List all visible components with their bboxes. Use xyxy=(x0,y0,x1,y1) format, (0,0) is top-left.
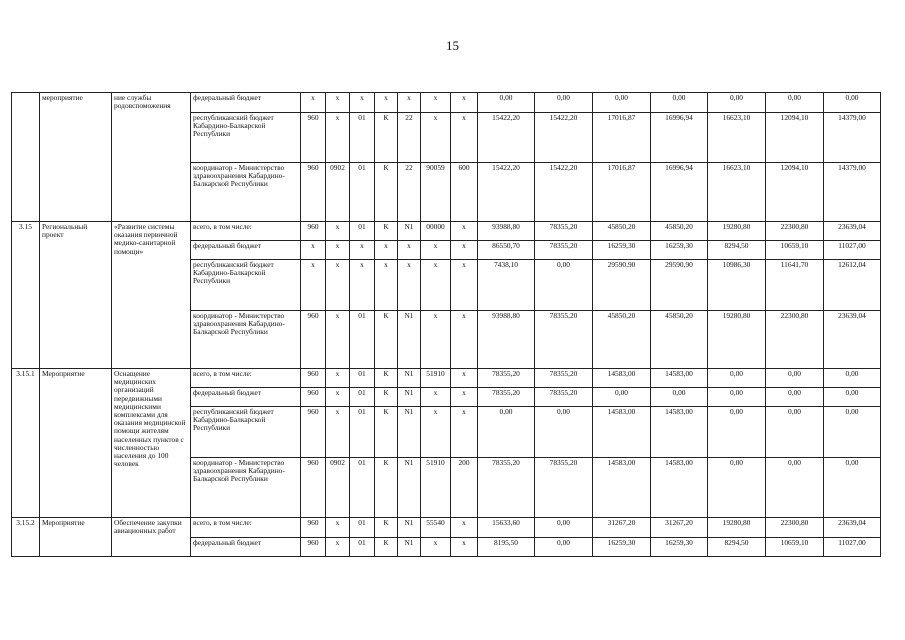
cell-value: 16259,30 xyxy=(593,241,651,260)
cell-code: x xyxy=(421,113,451,163)
cell-value: 16623,10 xyxy=(708,163,766,222)
cell-value: 0,00 xyxy=(478,93,535,113)
cell-code: x xyxy=(421,241,451,260)
cell-value: 15422,20 xyxy=(535,113,593,163)
cell-value: 78355,20 xyxy=(478,388,535,407)
cell-code: x xyxy=(326,369,350,388)
cell-value: 17016,87 xyxy=(593,163,651,222)
cell-code: К xyxy=(375,518,398,538)
cell-num: 3.15.2 xyxy=(12,518,40,557)
cell-value: 10659,10 xyxy=(766,538,824,557)
cell-value: 0,00 xyxy=(651,388,708,407)
cell-value: 16996,94 xyxy=(651,113,708,163)
cell-value: 78355,20 xyxy=(478,369,535,388)
cell-code: 960 xyxy=(301,458,326,518)
cell-code: x xyxy=(451,93,478,113)
cell-code: x xyxy=(326,241,350,260)
cell-code: x xyxy=(451,369,478,388)
cell-code: 01 xyxy=(350,518,375,538)
cell-source: всего, в том числе: xyxy=(191,222,301,241)
table-row xyxy=(12,93,881,113)
cell-value: 45850,20 xyxy=(593,311,651,369)
cell-code: 01 xyxy=(350,311,375,369)
cell-value: 15422,20 xyxy=(478,113,535,163)
cell-value: 10659,10 xyxy=(766,241,824,260)
cell-name: «Развитие системы оказания первичной медико-санитарной помощи» xyxy=(112,222,191,369)
cell-value: 78355,20 xyxy=(535,458,593,518)
cell-value: 16623,10 xyxy=(708,113,766,163)
cell-code: 960 xyxy=(301,518,326,538)
cell-value: 8294,50 xyxy=(708,538,766,557)
cell-value: 0,00 xyxy=(708,407,766,458)
cell-value: 31267,20 xyxy=(651,518,708,538)
cell-source: координатор - Министерство здравоохранения Кабардино-Балкарской Республики xyxy=(191,311,301,369)
cell-code: N1 xyxy=(398,518,421,538)
cell-code: 51910 xyxy=(421,369,451,388)
cell-code: x xyxy=(375,93,398,113)
cell-code: N1 xyxy=(398,369,421,388)
cell-code: 01 xyxy=(350,113,375,163)
cell-code: N1 xyxy=(398,407,421,458)
cell-value: 0,00 xyxy=(824,369,881,388)
cell-code: x xyxy=(451,311,478,369)
cell-code: x xyxy=(451,407,478,458)
cell-code: x xyxy=(326,407,350,458)
cell-value: 16259,30 xyxy=(593,538,651,557)
cell-code: x xyxy=(421,388,451,407)
cell-source: всего, в том числе: xyxy=(191,369,301,388)
cell-value: 22300,80 xyxy=(766,518,824,538)
cell-code: x xyxy=(375,260,398,311)
cell-value: 45850,20 xyxy=(593,222,651,241)
cell-value: 15633,60 xyxy=(478,518,535,538)
cell-value: 78355,20 xyxy=(478,458,535,518)
cell-value: 78355,20 xyxy=(535,388,593,407)
table-row xyxy=(12,222,881,241)
cell-code: x xyxy=(421,311,451,369)
cell-code: x xyxy=(451,113,478,163)
cell-num: 3.15.1 xyxy=(12,369,40,518)
cell-num xyxy=(12,93,40,222)
cell-source: федеральный бюджет xyxy=(191,388,301,407)
cell-code: x xyxy=(421,538,451,557)
cell-code: 960 xyxy=(301,163,326,222)
cell-code: 960 xyxy=(301,113,326,163)
cell-code: 00000 xyxy=(421,222,451,241)
cell-code: 01 xyxy=(350,163,375,222)
cell-value: 29590,90 xyxy=(651,260,708,311)
cell-code: x xyxy=(326,311,350,369)
cell-value: 19280,80 xyxy=(708,518,766,538)
cell-code: 960 xyxy=(301,369,326,388)
cell-num: 3.15 xyxy=(12,222,40,369)
cell-value: 0,00 xyxy=(766,369,824,388)
cell-code: К xyxy=(375,458,398,518)
page-number: 15 xyxy=(446,38,459,53)
cell-type: Мероприятие xyxy=(40,369,112,518)
cell-code: x xyxy=(398,241,421,260)
cell-code: x xyxy=(451,241,478,260)
cell-code: x xyxy=(350,93,375,113)
cell-code: К xyxy=(375,538,398,557)
cell-value: 0,00 xyxy=(535,260,593,311)
cell-code: x xyxy=(375,241,398,260)
cell-code: N1 xyxy=(398,458,421,518)
cell-code: x xyxy=(350,260,375,311)
cell-code: x xyxy=(451,538,478,557)
cell-value: 10986,30 xyxy=(708,260,766,311)
cell-code: x xyxy=(301,241,326,260)
cell-value: 0,00 xyxy=(766,388,824,407)
cell-code: 01 xyxy=(350,388,375,407)
cell-value: 14583,00 xyxy=(651,458,708,518)
cell-code: 90059 xyxy=(421,163,451,222)
cell-source: координатор - Министерство здравоохранения Кабардино-Балкарской Республики xyxy=(191,458,301,518)
cell-value: 0,00 xyxy=(824,388,881,407)
cell-value: 0,00 xyxy=(593,93,651,113)
cell-code: x xyxy=(301,93,326,113)
cell-value: 16996,94 xyxy=(651,163,708,222)
cell-value: 78355,20 xyxy=(535,369,593,388)
cell-value: 0,00 xyxy=(478,407,535,458)
cell-value: 0,00 xyxy=(824,458,881,518)
cell-value: 23639,04 xyxy=(824,222,881,241)
cell-code: x xyxy=(350,241,375,260)
cell-value: 22300,80 xyxy=(766,222,824,241)
cell-value: 15422,20 xyxy=(478,163,535,222)
cell-value: 45850,20 xyxy=(651,222,708,241)
cell-code: x xyxy=(398,93,421,113)
cell-value: 19280,80 xyxy=(708,311,766,369)
cell-value: 8294,50 xyxy=(708,241,766,260)
cell-code: x xyxy=(421,260,451,311)
cell-value: 0,00 xyxy=(708,93,766,113)
cell-value: 8195,50 xyxy=(478,538,535,557)
cell-value: 78355,20 xyxy=(535,311,593,369)
cell-code: 0902 xyxy=(326,163,350,222)
cell-source: республиканский бюджет Кабардино-Балкарской Республики xyxy=(191,407,301,458)
cell-code: 01 xyxy=(350,369,375,388)
cell-source: федеральный бюджет xyxy=(191,241,301,260)
cell-code: 22 xyxy=(398,113,421,163)
cell-code: N1 xyxy=(398,388,421,407)
cell-code: К xyxy=(375,407,398,458)
budget-table xyxy=(11,92,881,557)
cell-source: федеральный бюджет xyxy=(191,93,301,113)
cell-value: 0,00 xyxy=(708,458,766,518)
cell-code: x xyxy=(326,388,350,407)
cell-source: всего, в том числе: xyxy=(191,518,301,538)
cell-value: 0,00 xyxy=(708,369,766,388)
cell-value: 17016,87 xyxy=(593,113,651,163)
cell-value: 14583,00 xyxy=(593,458,651,518)
cell-value: 11027,00 xyxy=(824,538,881,557)
cell-code: 01 xyxy=(350,222,375,241)
cell-source: республиканский бюджет Кабардино-Балкарской Республики xyxy=(191,260,301,311)
cell-code: x xyxy=(326,222,350,241)
cell-value: 16259,30 xyxy=(651,241,708,260)
cell-value: 29590,90 xyxy=(593,260,651,311)
cell-source: республиканский бюджет Кабардино-Балкарской Республики xyxy=(191,113,301,163)
cell-name: Оснащение медицинских организаций передвижными медицинскими комплексами для оказания медицинской помощи жителям населенных пунктов с численностью населения до 100 человек xyxy=(112,369,191,518)
cell-code: 960 xyxy=(301,311,326,369)
cell-value: 0,00 xyxy=(535,407,593,458)
cell-code: 960 xyxy=(301,407,326,458)
cell-value: 14379,00 xyxy=(824,163,881,222)
cell-code: x xyxy=(326,93,350,113)
cell-code: 22 xyxy=(398,163,421,222)
cell-value: 22300,80 xyxy=(766,311,824,369)
cell-type: Мероприятие xyxy=(40,518,112,557)
cell-code: x xyxy=(421,93,451,113)
cell-value: 14379,00 xyxy=(824,113,881,163)
cell-code: x xyxy=(451,518,478,538)
cell-value: 7438,10 xyxy=(478,260,535,311)
cell-code: x xyxy=(326,113,350,163)
cell-value: 0,00 xyxy=(708,388,766,407)
cell-name: ние службы родовспоможения xyxy=(112,93,191,222)
cell-value: 78355,20 xyxy=(535,222,593,241)
cell-code: К xyxy=(375,222,398,241)
cell-value: 45850,20 xyxy=(651,311,708,369)
cell-value: 16259,30 xyxy=(651,538,708,557)
table-row xyxy=(12,518,881,538)
cell-code: 55540 xyxy=(421,518,451,538)
cell-value: 0,00 xyxy=(766,407,824,458)
cell-value: 23639,04 xyxy=(824,311,881,369)
cell-value: 0,00 xyxy=(766,458,824,518)
cell-code: К xyxy=(375,369,398,388)
cell-name: Обеспечение закупки авиационных работ xyxy=(112,518,191,557)
cell-type: мероприятие xyxy=(40,93,112,222)
cell-value: 31267,20 xyxy=(593,518,651,538)
cell-value: 0,00 xyxy=(535,518,593,538)
cell-value: 93988,80 xyxy=(478,311,535,369)
cell-value: 0,00 xyxy=(535,93,593,113)
cell-value: 14583,00 xyxy=(593,407,651,458)
cell-value: 0,00 xyxy=(766,93,824,113)
cell-value: 0,00 xyxy=(824,407,881,458)
cell-value: 11027,00 xyxy=(824,241,881,260)
cell-value: 12094,10 xyxy=(766,113,824,163)
cell-code: 960 xyxy=(301,222,326,241)
cell-code: x xyxy=(326,538,350,557)
cell-code: N1 xyxy=(398,538,421,557)
cell-value: 19280,80 xyxy=(708,222,766,241)
cell-value: 14583,00 xyxy=(651,407,708,458)
cell-value: 14583,00 xyxy=(651,369,708,388)
cell-code: К xyxy=(375,163,398,222)
cell-code: x xyxy=(451,260,478,311)
cell-code: N1 xyxy=(398,311,421,369)
cell-value: 14583,00 xyxy=(593,369,651,388)
cell-code: x xyxy=(301,260,326,311)
cell-code: К xyxy=(375,113,398,163)
cell-code: x xyxy=(451,388,478,407)
cell-code: N1 xyxy=(398,222,421,241)
cell-code: 01 xyxy=(350,407,375,458)
cell-value: 11641,70 xyxy=(766,260,824,311)
table-body xyxy=(12,93,881,557)
cell-value: 23639,04 xyxy=(824,518,881,538)
cell-code: К xyxy=(375,388,398,407)
cell-code: 01 xyxy=(350,458,375,518)
cell-type: Региональный проект xyxy=(40,222,112,369)
cell-source: федеральный бюджет xyxy=(191,538,301,557)
cell-value: 15422,20 xyxy=(535,163,593,222)
cell-code: К xyxy=(375,311,398,369)
cell-code: x xyxy=(421,407,451,458)
cell-code: 01 xyxy=(350,538,375,557)
cell-value: 0,00 xyxy=(593,388,651,407)
cell-code: x xyxy=(451,222,478,241)
cell-code: 200 xyxy=(451,458,478,518)
cell-value: 78355,20 xyxy=(535,241,593,260)
cell-value: 12612,04 xyxy=(824,260,881,311)
cell-value: 86550,70 xyxy=(478,241,535,260)
cell-code: x xyxy=(398,260,421,311)
cell-code: 600 xyxy=(451,163,478,222)
cell-value: 0,00 xyxy=(824,93,881,113)
cell-code: 51910 xyxy=(421,458,451,518)
cell-code: 960 xyxy=(301,538,326,557)
cell-value: 0,00 xyxy=(651,93,708,113)
cell-value: 93988,80 xyxy=(478,222,535,241)
cell-code: 960 xyxy=(301,388,326,407)
cell-value: 12094,10 xyxy=(766,163,824,222)
cell-code: x xyxy=(326,518,350,538)
cell-value: 0,00 xyxy=(535,538,593,557)
cell-code: 0902 xyxy=(326,458,350,518)
table-row xyxy=(12,369,881,388)
cell-source: координатор - Министерство здравоохранения Кабардино-Балкарской Республики xyxy=(191,163,301,222)
cell-code: x xyxy=(326,260,350,311)
